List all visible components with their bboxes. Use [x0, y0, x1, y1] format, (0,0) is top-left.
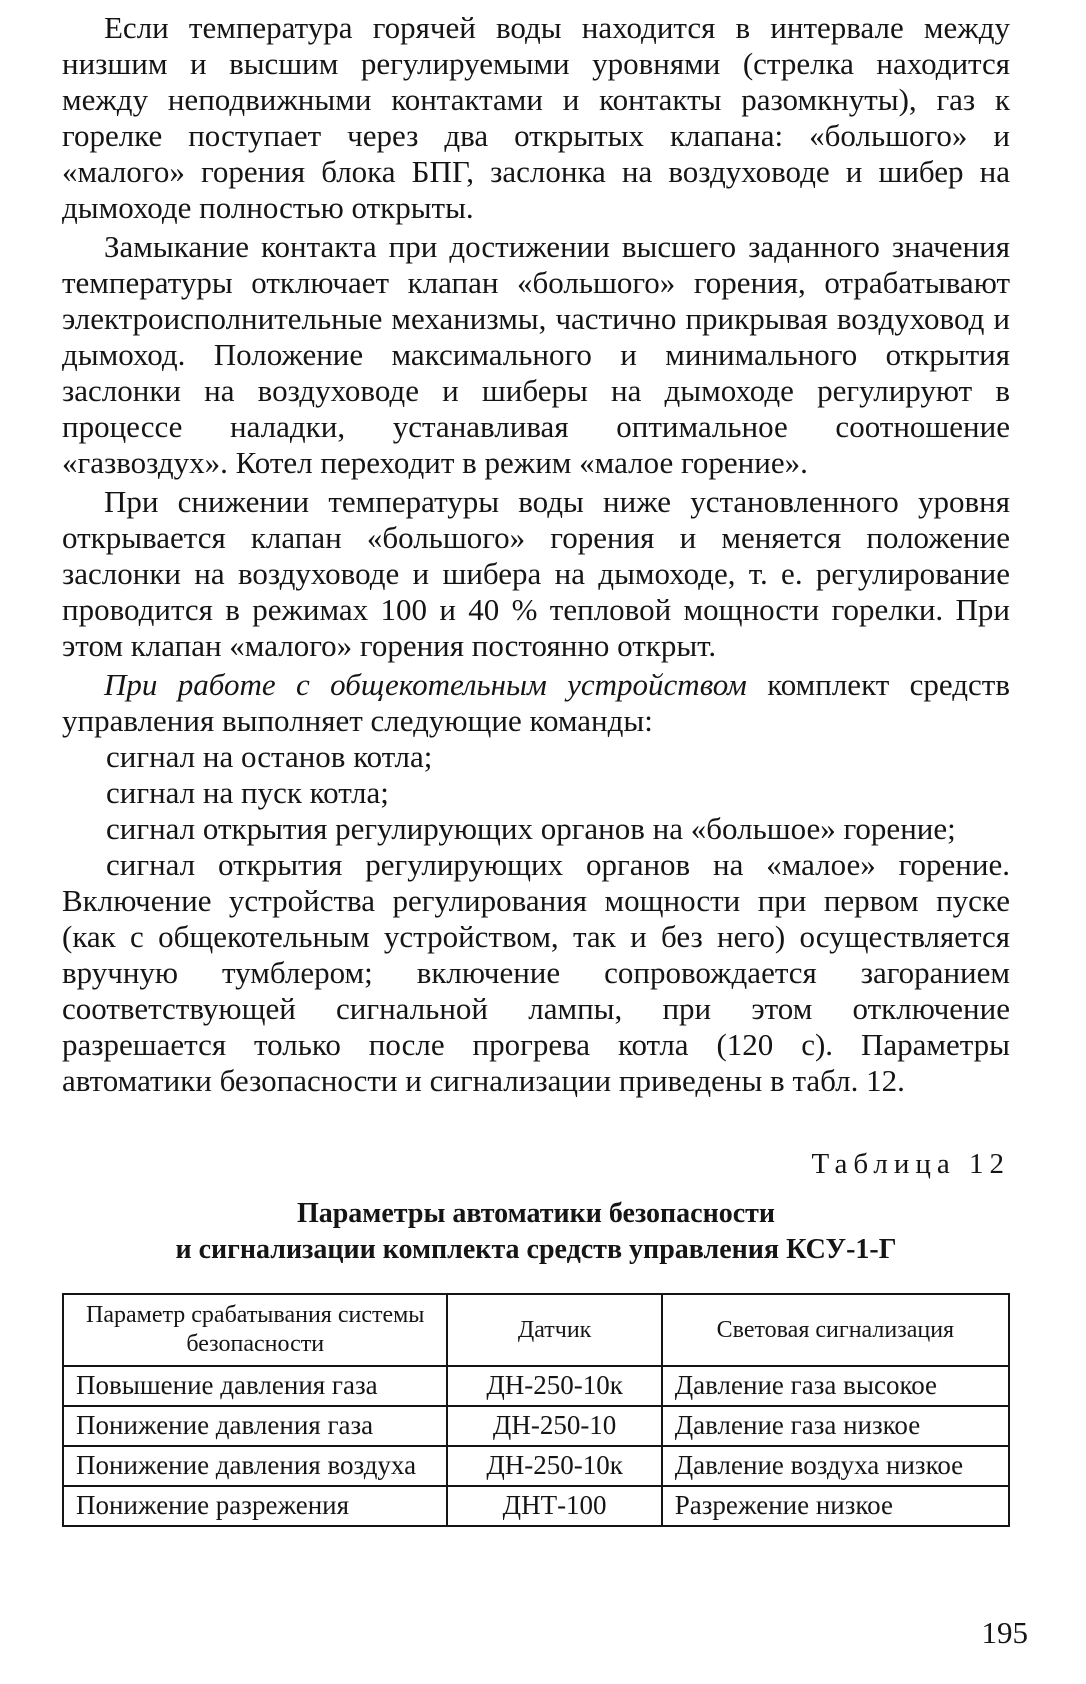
header-parameter: Параметр срабатывания системы безопасности — [63, 1294, 447, 1366]
page-body — [62, 10, 1010, 1527]
table-label: Таблица 12 — [811, 1148, 1010, 1180]
table-title-line-1: Параметры автоматики безопасности — [296, 1198, 776, 1229]
table-row — [63, 1446, 1009, 1486]
table-title-line-2: и сигнализации комплекта средств управления КСУ-1-Г — [175, 1234, 897, 1265]
cell-parameter: Повышение давления газа — [63, 1366, 447, 1406]
cell-signal: Давление газа низкое — [662, 1406, 1009, 1446]
header-signal: Световая сигнализация — [662, 1294, 1009, 1366]
header-sensor: Датчик — [447, 1294, 661, 1366]
page-number: 195 — [981, 1615, 1028, 1650]
table-header-row — [63, 1294, 1009, 1366]
cell-sensor: ДН-250-10 — [447, 1406, 661, 1446]
command-item: сигнал на пуск котла; — [106, 775, 389, 810]
table-row — [63, 1366, 1009, 1406]
table-row — [63, 1486, 1009, 1526]
cell-sensor: ДНТ-100 — [447, 1486, 661, 1526]
cell-parameter: Понижение давления воздуха — [63, 1446, 447, 1486]
cell-sensor: ДН-250-10к — [447, 1446, 661, 1486]
paragraph-4-rest: комплект средств управления выполняет следующие команды: — [62, 667, 1010, 738]
command-item: сигнал на останов котла; — [106, 739, 433, 774]
cell-sensor: ДН-250-10к — [447, 1366, 661, 1406]
command-item: сигнал открытия регулирующих органов на «малое» горение. — [106, 847, 1010, 882]
safety-parameters-table — [62, 1293, 1010, 1527]
table-row — [63, 1406, 1009, 1446]
cell-signal: Давление воздуха низкое — [662, 1446, 1009, 1486]
cell-parameter: Понижение разрежения — [63, 1486, 447, 1526]
cell-signal: Разрежение низкое — [662, 1486, 1009, 1526]
paragraph-4-italic: При работе с общекотельным устройством — [104, 667, 747, 702]
paragraph-3: При снижении температуры воды ниже установленного уровня открывается клапан «большого» горения и меняется положение заслонки на воздуховоде и шибера на дымоходе, т. е. регулирование проводится в режимах 100 и 40 % тепловой мощности горелки. При этом клапан «малого» горения постоянно открыт. — [62, 484, 1010, 663]
paragraph-2: Замыкание контакта при достижении высшего заданного значения температуры отключает клапан «большого» горения, отрабатывают электроисполнительные механизмы, частично прикрывая воздуховод и дымоход. Положение максимального и минимального открытия заслонки на воздуховоде и шиберы на дымоходе регулируют в процессе наладки, устанавливая оптимальное соотношение «газвоздух». Котел переходит в режим «малое горение». — [62, 229, 1010, 480]
command-item: сигнал открытия регулирующих органов на «большое» горение; — [106, 811, 956, 846]
table-title — [62, 1196, 1010, 1268]
cell-parameter: Понижение давления газа — [63, 1406, 447, 1446]
paragraph-4 — [62, 667, 1010, 739]
paragraph-1: Если температура горячей воды находится в интервале между низшим и высшим регулируемыми уровнями (стрелка находится между неподвижными контактами и контакты разомкнуты), газ к горелке поступает через два открытых клапана: «большого» и «малого» горения блока БПГ, заслонка на воздуховоде и шибер на дымоходе полностью открыты. — [62, 10, 1010, 225]
cell-signal: Давление газа высокое — [662, 1366, 1009, 1406]
paragraph-5: Включение устройства регулирования мощности при первом пуске (как с общекотельным устройством, так и без него) осуществляется вручную тумблером; включение сопровождается загоранием соответствующей сигнальной лампы, при этом отключение разрешается только после прогрева котла (120 с). Параметры автоматики безопасности и сигнализации приведены в табл. 12. — [62, 883, 1010, 1098]
